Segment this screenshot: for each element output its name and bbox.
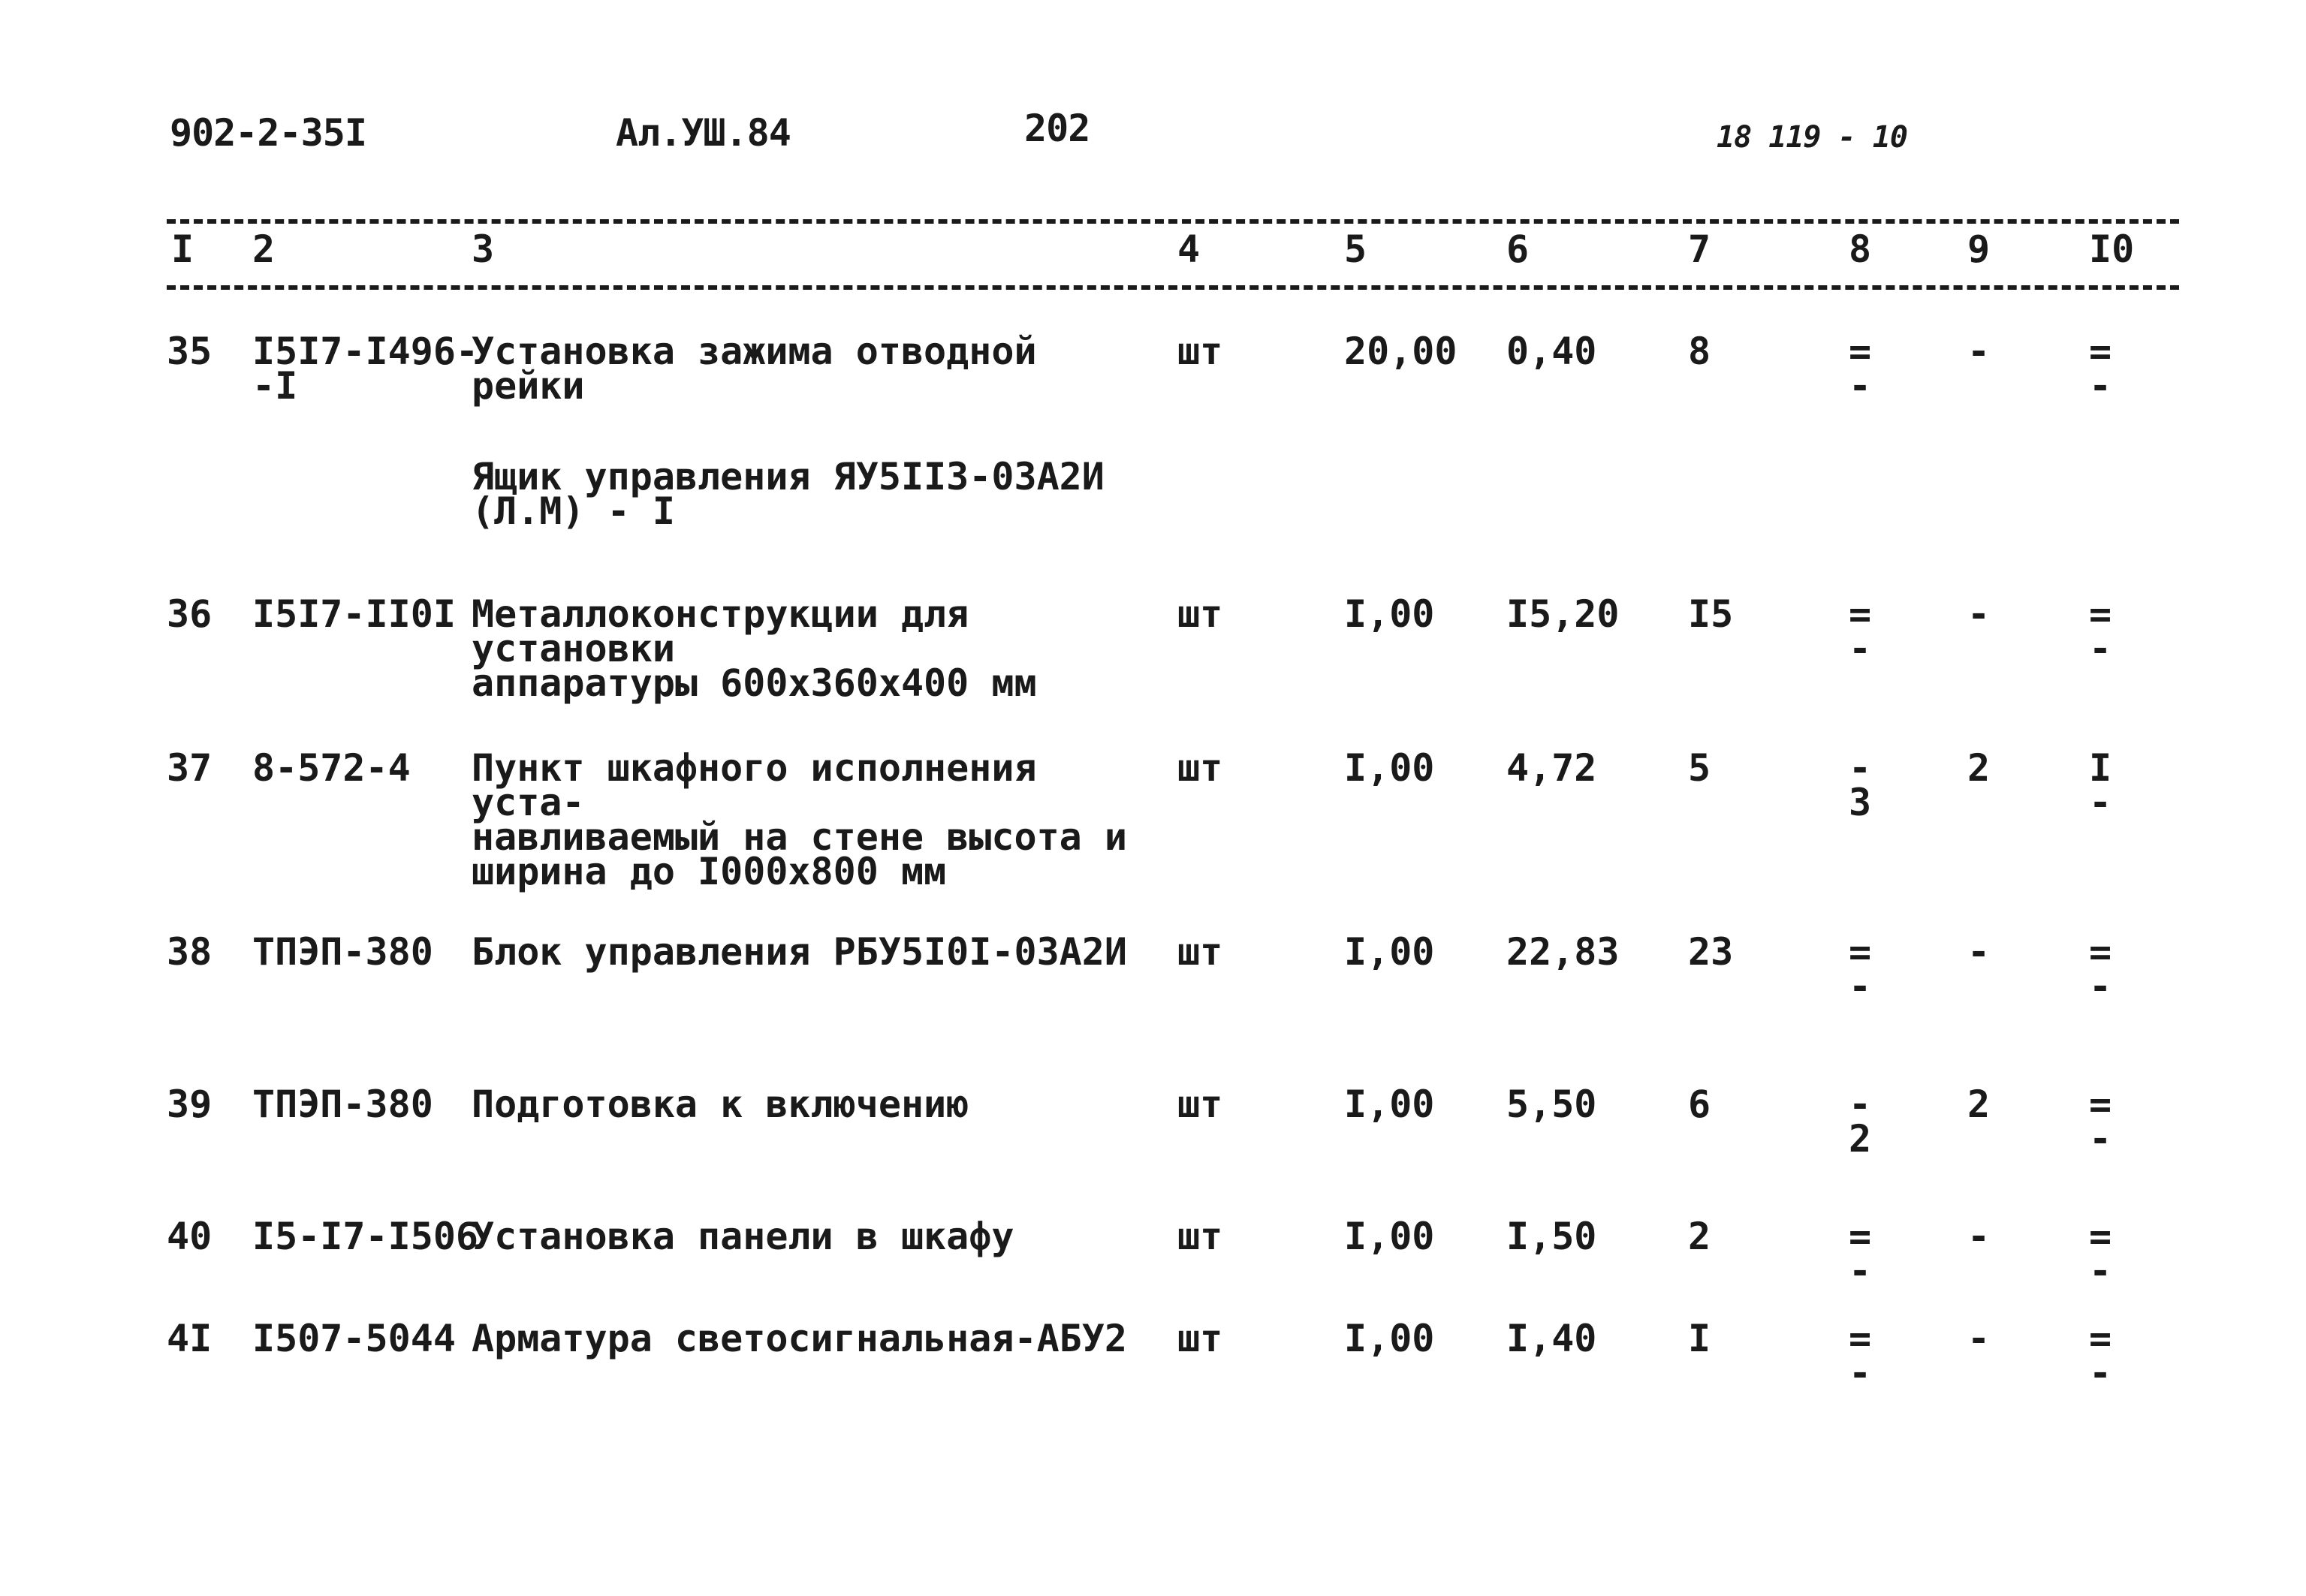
- row-col-5: I,00: [1344, 746, 1435, 790]
- row-col-7: 23: [1688, 930, 1734, 974]
- row-unit: шт: [1177, 746, 1223, 790]
- row-col-6: 0,40: [1506, 330, 1597, 373]
- page-number: 202: [1024, 107, 1090, 150]
- row-col-8: = -: [1849, 592, 1872, 670]
- row-col-10: = -: [2089, 1083, 2112, 1161]
- row-code: ТПЭП-380: [252, 930, 433, 974]
- row-number: 4I: [167, 1317, 213, 1360]
- row-col-6: I5,20: [1506, 592, 1620, 636]
- column-number-8: 8: [1849, 227, 1872, 271]
- row-number: 36: [167, 592, 213, 636]
- row-code: I507-5044: [252, 1317, 456, 1360]
- row-col-8: - 2: [1849, 1083, 1872, 1161]
- row-col-10: = -: [2089, 1215, 2112, 1293]
- column-number-2: 2: [252, 227, 276, 271]
- row-number: 38: [167, 930, 213, 974]
- row-description: Подготовка к включению: [472, 1083, 969, 1126]
- column-number-10: I0: [2089, 227, 2135, 271]
- row-unit: шт: [1177, 930, 1223, 974]
- row-col-8: = -: [1849, 330, 1872, 408]
- row-unit: шт: [1177, 330, 1223, 373]
- row-code: 8-572-4: [252, 746, 411, 790]
- row-col-7: 2: [1688, 1215, 1711, 1258]
- row-col-6: I,40: [1506, 1317, 1597, 1360]
- document-code: 902-2-35I: [170, 111, 366, 155]
- table-top-rule: [167, 219, 2179, 224]
- row-col-10: = -: [2089, 330, 2112, 408]
- column-number-3: 3: [472, 227, 495, 271]
- row-col-5: I,00: [1344, 1215, 1435, 1258]
- table-header-rule: [167, 285, 2179, 290]
- row-description: Установка панели в шкафу: [472, 1215, 1014, 1258]
- row-col-6: 22,83: [1506, 930, 1620, 974]
- handwritten-reference: 18 119 - 10: [1717, 120, 1907, 155]
- row-col-9: -: [1967, 1215, 1991, 1258]
- row-col-9: 2: [1967, 746, 1991, 790]
- row-code: I5I7-II0I: [252, 592, 456, 636]
- row-col-8: = -: [1849, 930, 1872, 1008]
- row-col-9: -: [1967, 1317, 1991, 1360]
- row-description: Арматура светосигнальная-АБУ2: [472, 1317, 1127, 1360]
- row-description: Установка зажима отводной рейки: [472, 330, 1037, 408]
- row-col-7: 8: [1688, 330, 1711, 373]
- row-col-10: = -: [2089, 930, 2112, 1008]
- row-col-5: I,00: [1344, 1317, 1435, 1360]
- row-description: Металлоконструкции для установки аппаратуры 600х360х400 мм: [472, 592, 1037, 705]
- row-col-10: I -: [2089, 746, 2112, 824]
- row-number: 40: [167, 1215, 213, 1258]
- row-col-9: -: [1967, 330, 1991, 373]
- row-col-7: I5: [1688, 592, 1734, 636]
- row-col-8: - 3: [1849, 746, 1872, 824]
- row-col-7: I: [1688, 1317, 1711, 1360]
- column-number-5: 5: [1344, 227, 1367, 271]
- album-reference: Ал.УШ.84: [616, 111, 791, 155]
- column-number-6: 6: [1506, 227, 1530, 271]
- row-col-9: -: [1967, 930, 1991, 974]
- row-unit: шт: [1177, 1215, 1223, 1258]
- row-col-5: I,00: [1344, 930, 1435, 974]
- row-col-7: 5: [1688, 746, 1711, 790]
- row-col-5: 20,00: [1344, 330, 1457, 373]
- column-number-7: 7: [1688, 227, 1711, 271]
- row-number: 39: [167, 1083, 213, 1126]
- row-col-5: I,00: [1344, 592, 1435, 636]
- row-description: Блок управления РБУ5I0I-03А2И: [472, 930, 1127, 974]
- row-col-10: = -: [2089, 592, 2112, 670]
- column-number-9: 9: [1967, 227, 1991, 271]
- row-col-10: = -: [2089, 1317, 2112, 1395]
- row-description: Пункт шкафного исполнения уста- навливаемый на стене высота и ширина до I000х800 мм: [472, 746, 1127, 893]
- row-col-8: = -: [1849, 1215, 1872, 1293]
- row-unit: шт: [1177, 592, 1223, 636]
- row-number: 37: [167, 746, 213, 790]
- column-number-4: 4: [1177, 227, 1201, 271]
- row-unit: шт: [1177, 1083, 1223, 1126]
- section-note: Ящик управления ЯУ5II3-03А2И (Л.М) - I: [472, 455, 1105, 533]
- row-col-9: -: [1967, 592, 1991, 636]
- row-number: 35: [167, 330, 213, 373]
- row-col-5: I,00: [1344, 1083, 1435, 1126]
- row-code: I5I7-I496- -I: [252, 330, 479, 408]
- row-code: I5-I7-I506: [252, 1215, 479, 1258]
- row-col-6: I,50: [1506, 1215, 1597, 1258]
- row-col-6: 4,72: [1506, 746, 1597, 790]
- row-col-9: 2: [1967, 1083, 1991, 1126]
- row-col-8: = -: [1849, 1317, 1872, 1395]
- row-col-7: 6: [1688, 1083, 1711, 1126]
- row-col-6: 5,50: [1506, 1083, 1597, 1126]
- column-number-1: I: [171, 227, 194, 271]
- row-code: ТПЭП-380: [252, 1083, 433, 1126]
- row-unit: шт: [1177, 1317, 1223, 1360]
